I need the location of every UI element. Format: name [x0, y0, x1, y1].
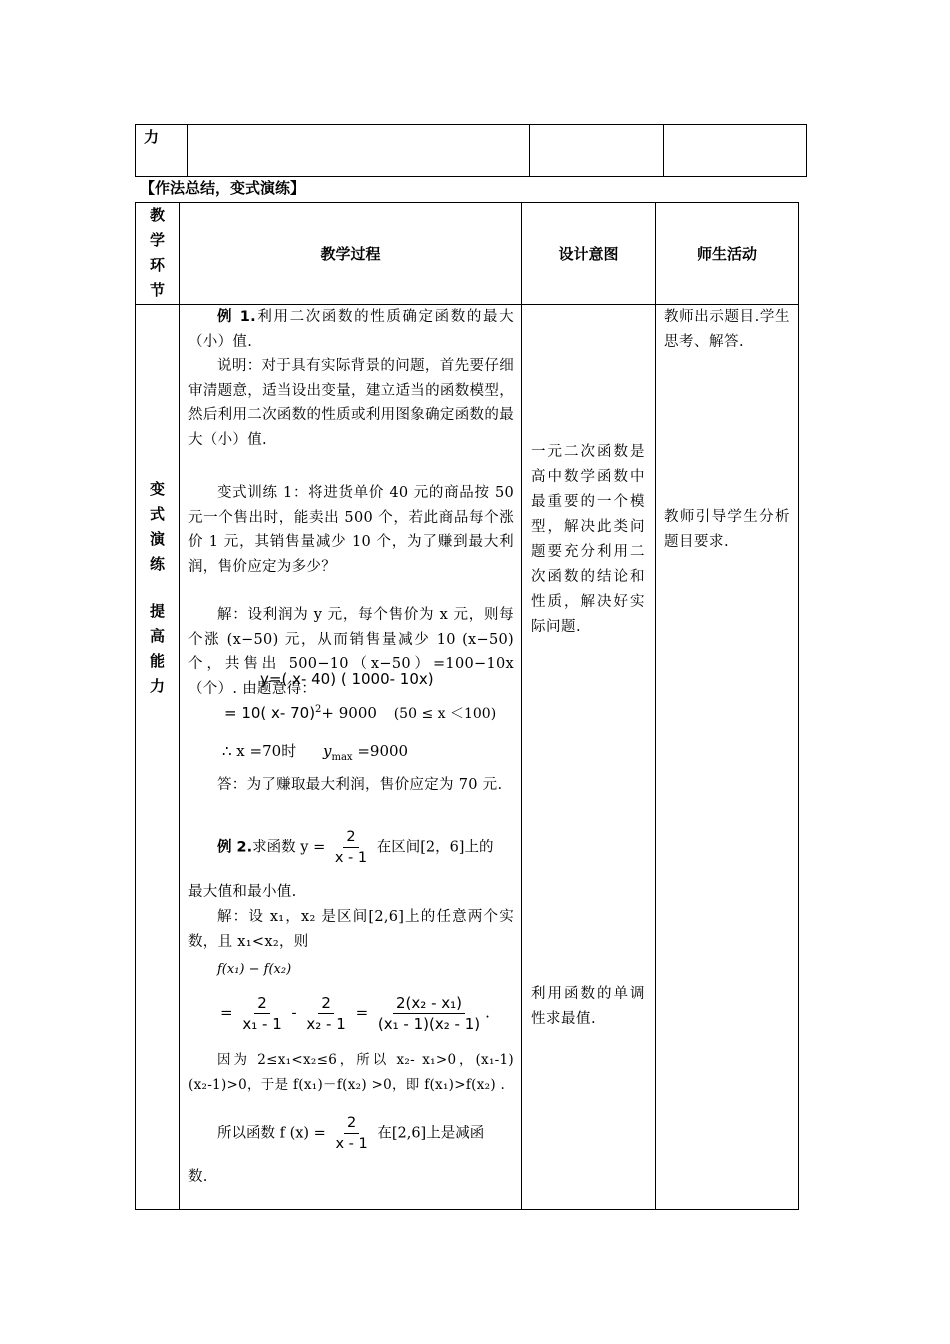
activity-text-2: 教师引导学生分析题目要求. — [664, 509, 790, 550]
note-text: 说明：对于具有实际背景的问题，首先要仔细审清题意，适当设出变量，建立适当的函数模型，然后利用二次函数的性质或利用图象确定函数的最大（小）值. — [188, 358, 514, 448]
because-text: 因为 2≤x₁<x₂≤6，所以 x₂- x₁>0，(x₁-1)(x₂-1)>0，于是 f(x₁)－f(x₂) >0，即 f(x₁)>f(x₂) . — [188, 1052, 514, 1093]
activity-text-1: 教师出示题目.学生思考、解答. — [664, 309, 790, 350]
conclusion: 所以函数 f (x) = $\frac{2}{x - 1}$ 在[2,6]上是减函 — [217, 1115, 485, 1152]
fx-difference: f(x₁) − f(x₂) — [217, 962, 292, 977]
stage-label-2: 提高能力 — [150, 602, 166, 695]
answer-1: 答：为了赚取最大利润，售价应定为 70 元. — [217, 777, 503, 793]
solution-2: 解：设 x₁，x₂ 是区间[2,6]上的任意两个实数，且 x₁<x₂，则 — [188, 909, 514, 950]
header-process: 教学过程 — [180, 203, 522, 305]
top-table-cell — [188, 125, 530, 177]
section-heading: 【作法总结，变式演练】 — [140, 179, 306, 197]
header-activity: 师生活动 — [656, 203, 799, 305]
header-stage: 教学环节 — [136, 203, 180, 305]
equation-3: ∴ x =70时 $y_{max} =9000$ — [222, 742, 409, 763]
top-table — [135, 124, 807, 177]
top-table-cell — [664, 125, 807, 177]
stage-label-1: 变式演练 — [150, 480, 166, 573]
activity-cell — [656, 305, 799, 1210]
variant-training-1: 变式训练 1：将进货单价 40 元的商品按 50 元一个售出时，能卖出 500 个，若此商品每个涨价 1 元，其销售量减少 10 个，为了赚到最大利润，售价应定为多少？ — [188, 485, 514, 575]
top-table-label: 力 — [136, 125, 188, 177]
top-table-cell — [530, 125, 664, 177]
lesson-table — [135, 202, 799, 1210]
intent-cell — [522, 305, 656, 1210]
example-1: 例 1.利用二次函数的性质确定函数的最大（小）值. — [188, 309, 514, 350]
conclusion-tail: 数. — [188, 1169, 208, 1185]
equation-2: = 10( x- 70)$^2$+ 9000 (50 ≤ x ＜100) — [224, 704, 497, 722]
fraction-equation: = $\frac{2}{\text{x₁ - 1}}$ - $\frac{2}{\text{x₂ - 1}}$ = $\frac{\text{2(x₂ - x₁)}}{\text{(x₁ - 1)(x₂ - 1)}}$ . — [220, 994, 490, 1033]
stage-cell — [136, 305, 180, 1210]
process-cell — [180, 305, 522, 1210]
intent-text-1: 一元二次函数是高中数学函数中最重要的一个模型，解决此类问题要充分利用二次函数的结论和性质，解决好实际问题. — [531, 444, 645, 635]
example-2-tail: 最大值和最小值. — [188, 884, 297, 900]
header-intent: 设计意图 — [522, 203, 656, 305]
equation-1: y=( x- 40) ( 1000- 10x) — [260, 670, 434, 688]
example-2: 例 2.求函数 y = $\frac{2}{x - 1}$ 在区间[2，6]上的 — [217, 829, 494, 866]
solution-1: 解：设利润为 y 元，每个售价为 x 元，则每个涨 (x−50) 元，从而销售量减少 10 (x−50) 个，共售出 500−10（x−50）=100−10x（个）. 由题意得： — [188, 607, 514, 697]
intent-text-2: 利用函数的单调性求最值. — [531, 986, 645, 1027]
